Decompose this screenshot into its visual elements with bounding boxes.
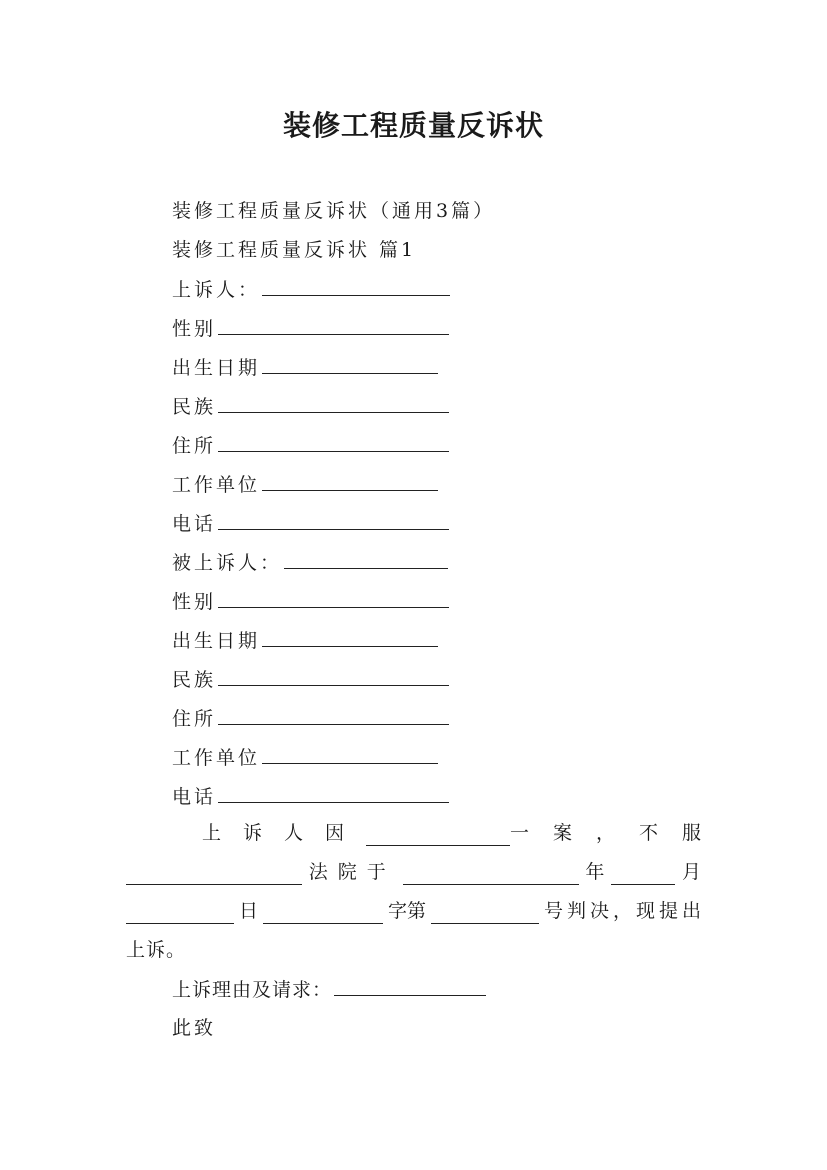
appellee-ethnicity-blank (218, 666, 449, 686)
appellant-phone-label: 电话 (172, 513, 217, 535)
body-p3-a: 日 (238, 900, 258, 922)
appellant-gender-label: 性别 (172, 318, 217, 340)
appellant-workplace-blank (262, 471, 438, 491)
appellant-birth-blank (262, 354, 438, 374)
closing: 此致 (172, 1017, 217, 1039)
appellant-address-blank (218, 432, 449, 452)
subtitle: 装修工程质量反诉状（通用3篇） (172, 200, 496, 222)
appellee-row (172, 549, 448, 576)
appellee-label: 被上诉人： (172, 552, 283, 574)
body-line-3 (126, 898, 705, 924)
appellant-gender-blank (218, 315, 449, 335)
reasons-blank (334, 976, 486, 996)
appellee-ethnicity-row (172, 666, 449, 693)
appellee-gender-label: 性别 (172, 591, 217, 613)
appellant-address-row (172, 432, 449, 459)
appellee-address-blank (218, 705, 449, 725)
appellant-ethnicity-row (172, 393, 449, 420)
number-blank (431, 904, 539, 924)
year-blank (403, 865, 579, 885)
appellee-ethnicity-label: 民族 (172, 669, 217, 691)
appellee-workplace-label: 工作单位 (172, 747, 261, 769)
appellee-name-blank (284, 549, 448, 569)
appellee-address-label: 住所 (172, 708, 217, 730)
appellee-address-row (172, 705, 449, 732)
appellee-birth-label: 出生日期 (172, 630, 261, 652)
appellee-phone-label: 电话 (172, 786, 217, 808)
month-blank (611, 865, 675, 885)
appellant-phone-row (172, 510, 449, 537)
appellant-gender-row (172, 315, 449, 342)
appellee-birth-blank (262, 627, 438, 647)
appellee-phone-row (172, 783, 449, 810)
appellant-ethnicity-blank (218, 393, 449, 413)
appellant-row (172, 276, 450, 303)
reasons-row (172, 976, 486, 1003)
day-blank (126, 904, 234, 924)
document-title: 装修工程质量反诉状 (282, 109, 544, 142)
court-blank (126, 865, 302, 885)
section-heading: 装修工程质量反诉状 篇1 (172, 239, 417, 261)
docket-blank (263, 904, 383, 924)
appellant-label: 上诉人： (172, 279, 261, 301)
case-blank (366, 826, 510, 846)
appellant-ethnicity-label: 民族 (172, 396, 217, 418)
body-p2-c: 月 (681, 861, 701, 883)
body-p2-b: 年 (585, 861, 605, 883)
body-p4: 上诉。 (126, 939, 187, 961)
appellee-gender-blank (218, 588, 449, 608)
body-p3-c: 号判决，现提出 (543, 900, 705, 922)
appellee-gender-row (172, 588, 449, 615)
appellant-birth-label: 出生日期 (172, 357, 261, 379)
appellee-birth-row (172, 627, 438, 654)
body-line-1 (202, 820, 725, 846)
appellant-workplace-label: 工作单位 (172, 474, 261, 496)
appellant-name-blank (262, 276, 450, 296)
body-p1-a: 上诉人因 (202, 822, 367, 844)
reasons-label: 上诉理由及请求： (172, 979, 333, 1001)
appellant-birth-row (172, 354, 438, 381)
appellee-workplace-blank (262, 744, 438, 764)
appellee-workplace-row (172, 744, 438, 771)
appellant-phone-blank (218, 510, 449, 530)
body-p1-b: 一案，不服 (509, 822, 725, 844)
appellant-workplace-row (172, 471, 438, 498)
body-p3-b: 字第 (387, 900, 426, 922)
body-p2-a: 法院于 (308, 861, 396, 883)
appellant-address-label: 住所 (172, 435, 217, 457)
body-line-2 (126, 859, 701, 885)
appellee-phone-blank (218, 783, 449, 803)
